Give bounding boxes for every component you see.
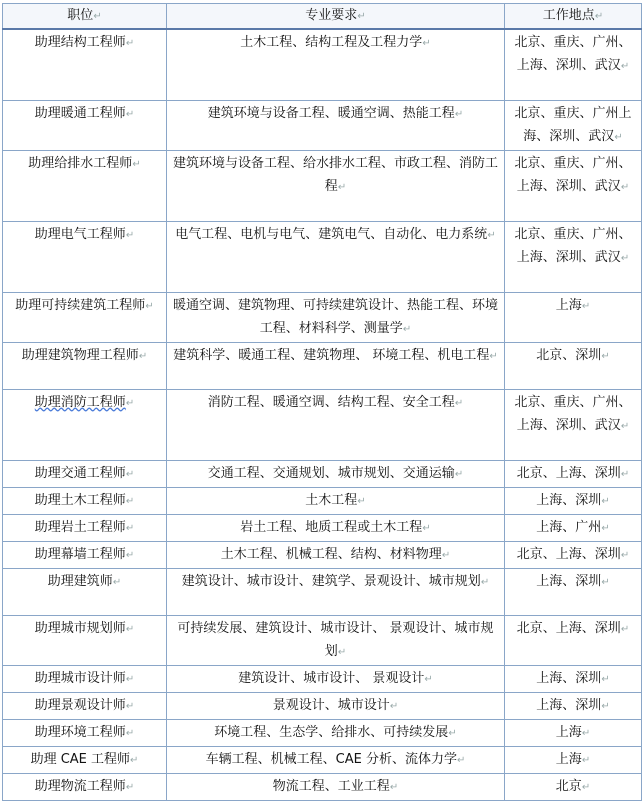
paragraph-mark-icon: ↵ xyxy=(620,420,630,432)
cell-location: 上海、深圳↵ xyxy=(505,487,642,514)
paragraph-mark-icon: ↵ xyxy=(454,468,464,480)
paragraph-mark-icon: ↵ xyxy=(125,229,135,241)
cell-position: 助理岩土工程师↵ xyxy=(3,514,167,541)
cell-major: 车辆工程、机械工程、CAE 分析、流体力学↵ xyxy=(167,746,505,773)
table-row xyxy=(3,100,642,150)
paragraph-mark-icon: ↵ xyxy=(145,300,154,312)
table-row xyxy=(3,746,642,773)
paragraph-mark-icon: ↵ xyxy=(448,727,457,739)
cell-location: 上海↵ xyxy=(505,746,642,773)
table-row xyxy=(3,719,642,746)
paragraph-mark-icon: ↵ xyxy=(422,38,431,49)
paragraph-mark-icon: ↵ xyxy=(125,700,135,712)
cell-location: 北京、重庆、广州、上海、深圳、武汉↵ xyxy=(505,389,642,460)
cell-major: 岩土工程、地质工程或土木工程↵ xyxy=(167,514,505,541)
paragraph-mark-icon: ↵ xyxy=(130,754,139,766)
paragraph-mark-icon: ↵ xyxy=(594,11,604,22)
table-row xyxy=(3,221,642,292)
cell-major: 建筑环境与设备工程、给水排水工程、市政工程、消防工程↵ xyxy=(167,150,505,221)
cell-position: 助理景观设计师↵ xyxy=(3,692,167,719)
table-row xyxy=(3,150,642,221)
cell-position: 助理物流工程师↵ xyxy=(3,773,167,800)
paragraph-mark-icon: ↵ xyxy=(125,108,135,120)
cell-location: 北京、上海、深圳↵ xyxy=(505,541,642,568)
paragraph-mark-icon: ↵ xyxy=(337,181,347,193)
paragraph-mark-icon: ↵ xyxy=(125,781,135,793)
paragraph-mark-icon: ↵ xyxy=(601,673,610,685)
cell-location: 上海↵ xyxy=(505,719,642,746)
table-row xyxy=(3,292,642,342)
paragraph-mark-icon: ↵ xyxy=(422,522,431,534)
paragraph-mark-icon: ↵ xyxy=(620,61,630,72)
cell-location: 北京、重庆、广州上海、深圳、武汉↵ xyxy=(505,100,642,150)
cell-major: 暖通空调、建筑物理、可持续建筑设计、热能工程、环境工程、材料科学、测量学↵ xyxy=(167,292,505,342)
cell-position: 助理建筑师↵ xyxy=(3,568,167,615)
paragraph-mark-icon: ↵ xyxy=(125,727,135,739)
cell-location: 北京、上海、深圳↵ xyxy=(505,615,642,665)
table-row xyxy=(3,692,642,719)
cell-position: 助理城市设计师↵ xyxy=(3,665,167,692)
cell-location: 北京↵ xyxy=(505,773,642,800)
paragraph-mark-icon: ↵ xyxy=(138,350,148,362)
cell-major: 土木工程、结构工程及工程力学↵ xyxy=(167,29,505,100)
cell-position: 助理 CAE 工程师↵ xyxy=(3,746,167,773)
cell-location: 上海、广州↵ xyxy=(505,514,642,541)
cell-position: 助理暖通工程师↵ xyxy=(3,100,167,150)
table-row xyxy=(3,389,642,460)
cell-major: 交通工程、交通规划、城市规划、交通运输↵ xyxy=(167,460,505,487)
paragraph-mark-icon: ↵ xyxy=(581,754,591,766)
cell-major: 可持续发展、建筑设计、城市设计、 景观设计、城市规划↵ xyxy=(167,615,505,665)
table-row xyxy=(3,773,642,800)
table-row xyxy=(3,568,642,615)
cell-major: 消防工程、暖通空调、结构工程、安全工程↵ xyxy=(167,389,505,460)
cell-position: 助理结构工程师↵ xyxy=(3,29,167,100)
cell-position: 助理城市规划师↵ xyxy=(3,615,167,665)
cell-major: 景观设计、城市设计↵ xyxy=(167,692,505,719)
paragraph-mark-icon: ↵ xyxy=(581,781,591,793)
cell-position: 助理可持续建筑工程师↵ xyxy=(3,292,167,342)
cell-position: 助理建筑物理工程师↵ xyxy=(3,342,167,389)
cell-major: 建筑设计、城市设计、建筑学、景观设计、城市规划↵ xyxy=(167,568,505,615)
paragraph-mark-icon: ↵ xyxy=(456,754,466,766)
cell-location: 北京、重庆、广州、上海、深圳、武汉↵ xyxy=(505,29,642,100)
paragraph-mark-icon: ↵ xyxy=(125,522,135,534)
cell-location: 北京、深圳↵ xyxy=(505,342,642,389)
paragraph-mark-icon: ↵ xyxy=(112,576,122,588)
cell-position: 助理土木工程师↵ xyxy=(3,487,167,514)
paragraph-mark-icon: ↵ xyxy=(125,549,135,561)
cell-location: 上海、深圳↵ xyxy=(505,568,642,615)
paragraph-mark-icon: ↵ xyxy=(620,181,630,193)
paragraph-mark-icon: ↵ xyxy=(601,700,610,712)
paragraph-mark-icon: ↵ xyxy=(357,495,366,507)
paragraph-mark-icon: ↵ xyxy=(620,623,630,635)
paragraph-mark-icon: ↵ xyxy=(402,323,412,335)
paragraph-mark-icon: ↵ xyxy=(337,646,347,658)
paragraph-mark-icon: ↵ xyxy=(125,468,135,480)
paragraph-mark-icon: ↵ xyxy=(125,397,135,409)
paragraph-mark-icon: ↵ xyxy=(441,549,451,561)
paragraph-mark-icon: ↵ xyxy=(93,11,102,22)
paragraph-mark-icon: ↵ xyxy=(454,397,464,409)
cell-major: 土木工程、机械工程、结构、材料物理↵ xyxy=(167,541,505,568)
paragraph-mark-icon: ↵ xyxy=(620,549,630,561)
cell-major: 建筑设计、城市设计、 景观设计↵ xyxy=(167,665,505,692)
table-row xyxy=(3,514,642,541)
table-row xyxy=(3,342,642,389)
paragraph-mark-icon: ↵ xyxy=(454,108,464,120)
table-row xyxy=(3,487,642,514)
cell-position: 助理幕墙工程师↵ xyxy=(3,541,167,568)
cell-major: 电气工程、电机与电气、建筑电气、自动化、电力系统↵ xyxy=(167,221,505,292)
job-requirements-table xyxy=(2,3,642,801)
cell-location: 上海、深圳↵ xyxy=(505,665,642,692)
paragraph-mark-icon: ↵ xyxy=(614,131,623,143)
paragraph-mark-icon: ↵ xyxy=(487,229,496,241)
cell-location: 上海、深圳↵ xyxy=(505,692,642,719)
cell-location: 上海↵ xyxy=(505,292,642,342)
table-row xyxy=(3,615,642,665)
paragraph-mark-icon: ↵ xyxy=(601,522,610,534)
paragraph-mark-icon: ↵ xyxy=(601,576,610,588)
table-row xyxy=(3,460,642,487)
header-row xyxy=(3,4,642,30)
paragraph-mark-icon: ↵ xyxy=(132,158,141,170)
cell-location: 北京、重庆、广州、上海、深圳、武汉↵ xyxy=(505,150,642,221)
paragraph-mark-icon: ↵ xyxy=(125,673,135,685)
paragraph-mark-icon: ↵ xyxy=(389,781,399,793)
table-row xyxy=(3,665,642,692)
paragraph-mark-icon: ↵ xyxy=(125,495,135,507)
cell-position: 助理电气工程师↵ xyxy=(3,221,167,292)
paragraph-mark-icon: ↵ xyxy=(620,468,630,480)
paragraph-mark-icon: ↵ xyxy=(125,38,135,49)
cell-major: 建筑科学、暖通工程、建筑物理、 环境工程、机电工程↵ xyxy=(167,342,505,389)
cell-major: 物流工程、工业工程↵ xyxy=(167,773,505,800)
cell-major: 建筑环境与设备工程、暖通空调、热能工程↵ xyxy=(167,100,505,150)
paragraph-mark-icon: ↵ xyxy=(357,11,366,22)
paragraph-mark-icon: ↵ xyxy=(581,300,591,312)
paragraph-mark-icon: ↵ xyxy=(125,623,135,635)
paragraph-mark-icon: ↵ xyxy=(620,252,630,264)
cell-major: 土木工程↵ xyxy=(167,487,505,514)
cell-location: 北京、上海、深圳↵ xyxy=(505,460,642,487)
cell-position: 助理给排水工程师↵ xyxy=(3,150,167,221)
paragraph-mark-icon: ↵ xyxy=(424,673,433,685)
paragraph-mark-icon: ↵ xyxy=(489,350,498,362)
cell-position: 助理消防工程师↵ xyxy=(3,389,167,460)
cell-position: 助理交通工程师↵ xyxy=(3,460,167,487)
table-row xyxy=(3,29,642,100)
header-major: 专业要求↵ xyxy=(167,4,505,30)
paragraph-mark-icon: ↵ xyxy=(601,495,610,507)
table-row xyxy=(3,541,642,568)
paragraph-mark-icon: ↵ xyxy=(601,350,610,362)
header-location: 工作地点↵ xyxy=(505,4,642,30)
cell-location: 北京、重庆、广州、上海、深圳、武汉↵ xyxy=(505,221,642,292)
header-position: 职位↵ xyxy=(3,4,167,30)
paragraph-mark-icon: ↵ xyxy=(389,700,399,712)
cell-position: 助理环境工程师↵ xyxy=(3,719,167,746)
paragraph-mark-icon: ↵ xyxy=(581,727,591,739)
cell-major: 环境工程、生态学、给排水、可持续发展↵ xyxy=(167,719,505,746)
paragraph-mark-icon: ↵ xyxy=(480,576,490,588)
